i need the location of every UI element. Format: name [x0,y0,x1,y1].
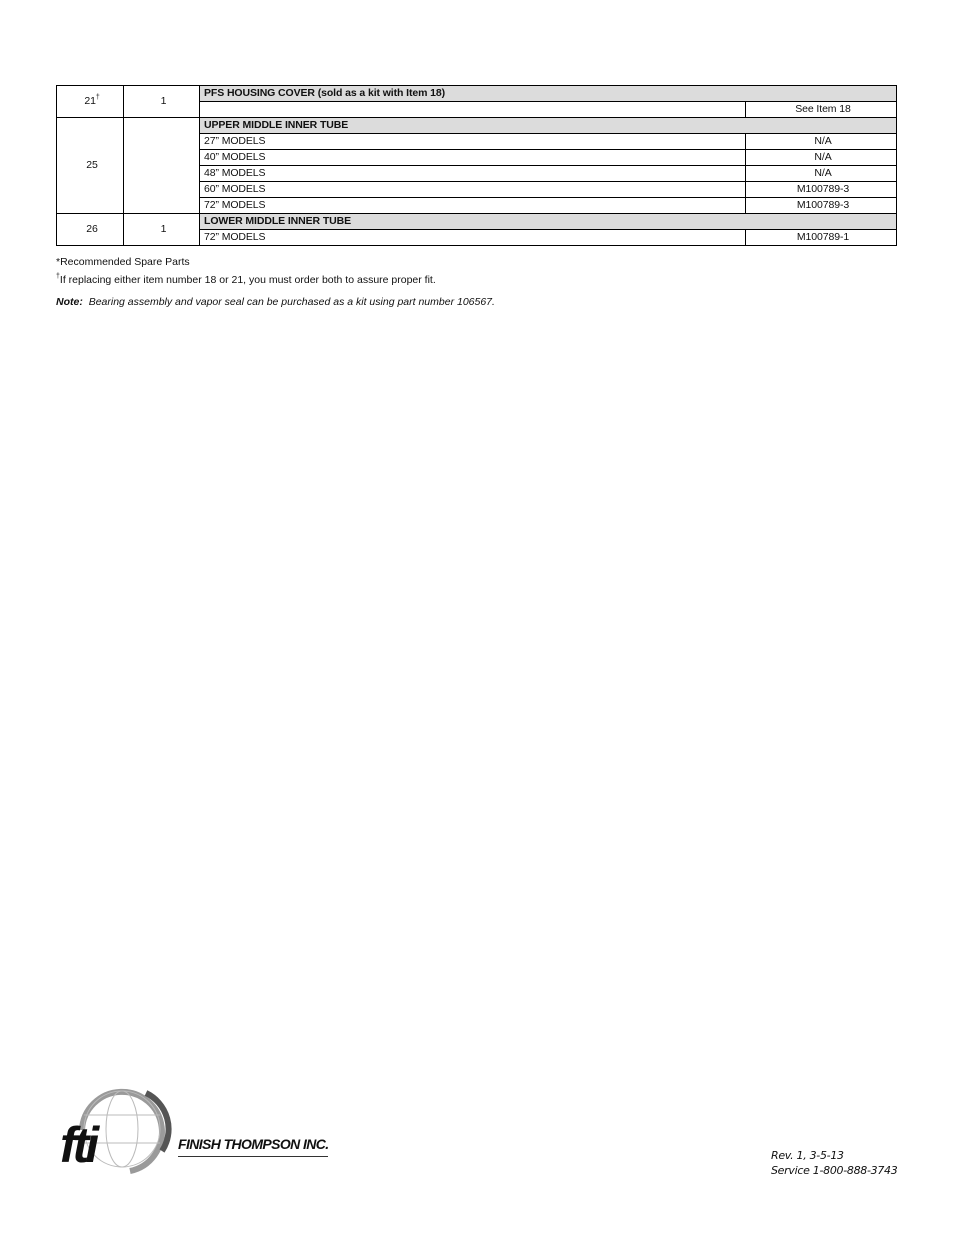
part-number: N/A [746,134,897,150]
service-phone: Service 1-800-888-3743 [771,1164,898,1177]
part-number: See Item 18 [746,102,897,118]
dagger-mark: † [56,273,60,280]
part-group-header: LOWER MIDDLE INNER TUBE [200,214,897,230]
item-number-text: 21 [84,95,96,107]
model-name: 60” MODELS [200,182,746,198]
item-number [57,118,124,214]
kit-note [56,296,495,308]
quantity [124,118,200,214]
part-group-header: UPPER MIDDLE INNER TUBE [200,118,897,134]
table-row [57,214,897,230]
item-number [57,86,124,118]
fti-logo [60,1085,335,1175]
footer [771,1148,897,1178]
model-name: 72” MODELS [200,198,746,214]
revision-text: Rev. 1, 3-5-13 [771,1149,844,1162]
company-name: FINISH THOMPSON INC. [178,1136,329,1152]
note-text: Bearing assembly and vapor seal can be purchased as a kit using part number 106567. [88,296,495,308]
part-number: M100789-3 [746,198,897,214]
item-number [57,214,124,246]
item-number-text: 26 [86,223,98,235]
note-label: Note: [56,296,83,308]
parts-table [56,85,897,246]
model-name [200,102,746,118]
model-name: 72” MODELS [200,230,746,246]
item-number-text: 25 [86,159,98,171]
part-group-header: PFS HOUSING COVER (sold as a kit with Item 18) [200,86,897,102]
model-name: 40” MODELS [200,150,746,166]
part-number: N/A [746,150,897,166]
dagger-note-text: If replacing either item number 18 or 21, you must order both to assure proper fit. [59,274,436,286]
company-rule [178,1156,328,1157]
recommended-spare-parts-note: *Recommended Spare Parts [56,256,190,268]
item-dagger-mark: † [95,94,100,101]
model-name: 48” MODELS [200,166,746,182]
part-number: M100789-3 [746,182,897,198]
part-number: M100789-1 [746,230,897,246]
table-row [57,86,897,102]
table-row [57,118,897,134]
part-number: N/A [746,166,897,182]
dagger-note [56,274,436,286]
fti-logo-mark: fti [60,1117,96,1173]
model-name: 27” MODELS [200,134,746,150]
quantity: 1 [124,86,200,118]
quantity: 1 [124,214,200,246]
